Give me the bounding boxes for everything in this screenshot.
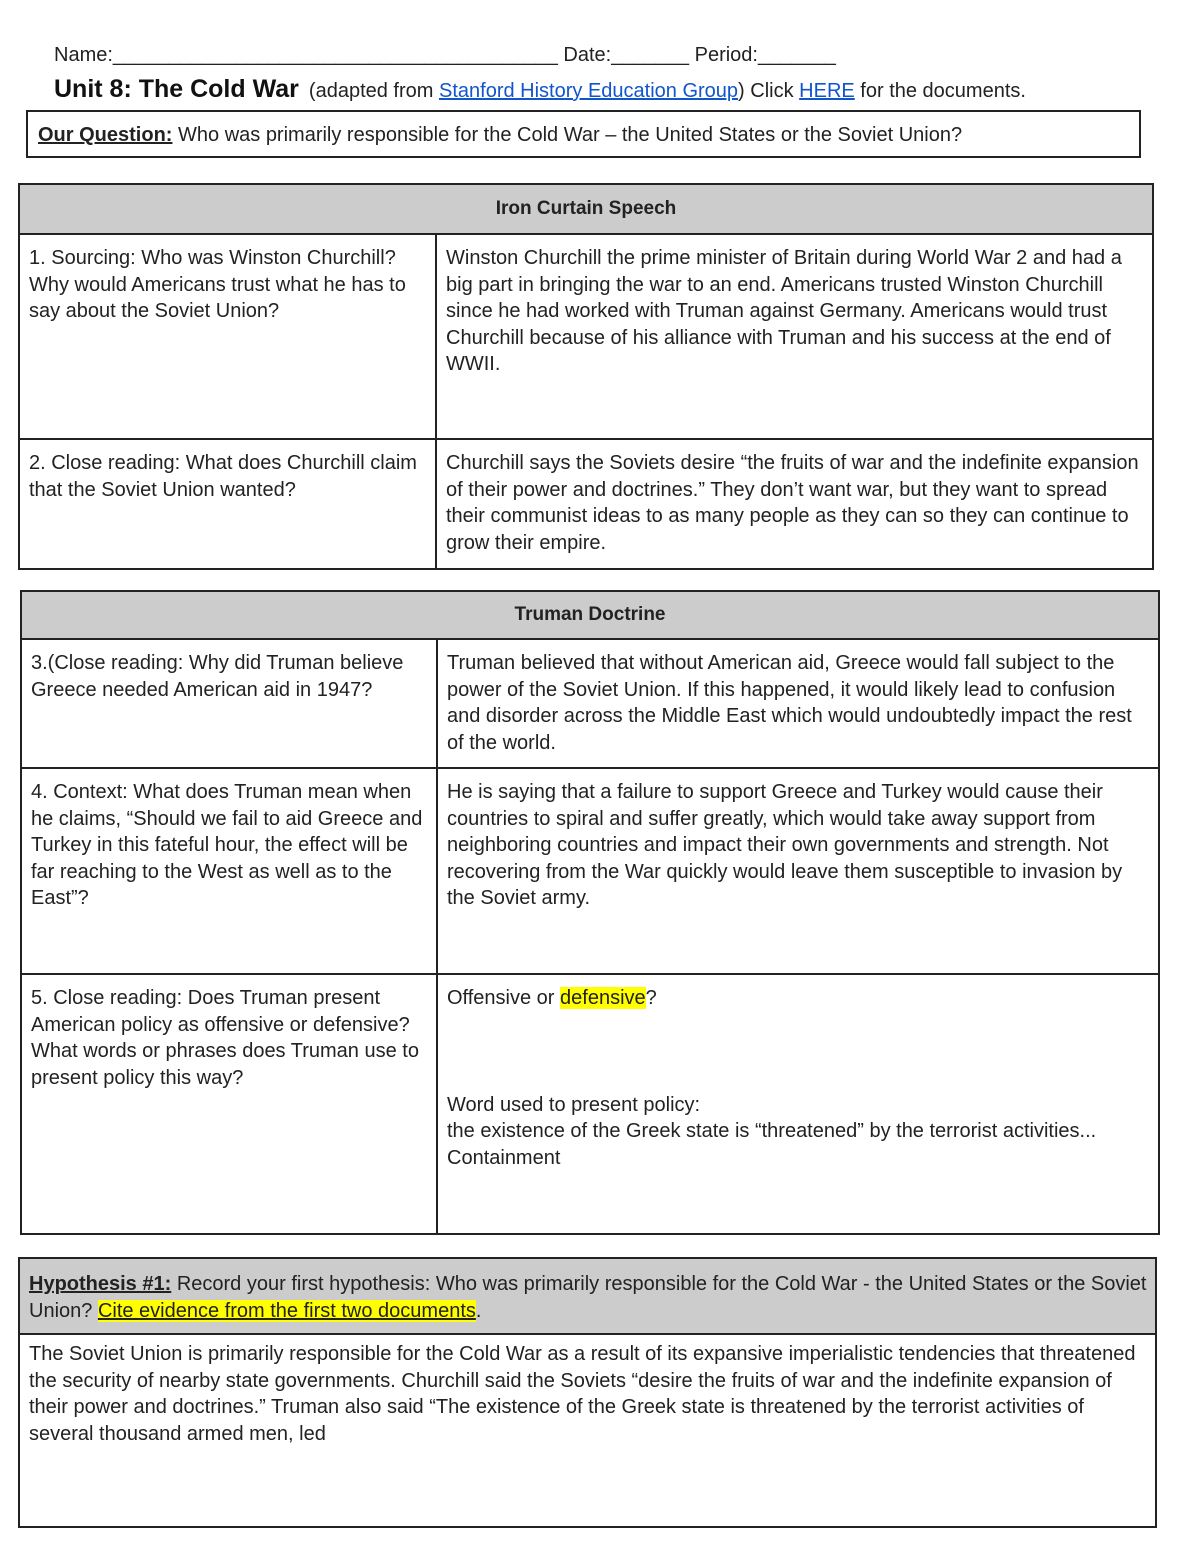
- title-line: [54, 75, 1026, 104]
- answer-3[interactable]: Truman believed that without American aid, Greece would fall subject to the power of the Soviet Union. If this happened, it would likely lead to confusion and disorder across the Middle East which would undoubtedly impact the rest of the world.: [437, 639, 1159, 768]
- answer-suffix: ?: [645, 987, 657, 1009]
- words-quote: the existence of the Greek state is “threatened” by the terrorist activities...: [447, 1120, 1097, 1143]
- words-label: Word used to present policy:: [447, 1093, 701, 1116]
- question-text: Who was primarily responsible for the Cold War – the United States or the Soviet Union?: [172, 124, 963, 146]
- answer-1[interactable]: Winston Churchill the prime minister of Britain during World War 2 and had a big part in bringing the war to an end. Americans trusted Winston Churchill since he had worked with Truman against Germany. Americans would trust Churchill because of his alliance with Truman and his success at the end of WWII.: [436, 234, 1153, 439]
- hypothesis-label: Hypothesis #1:: [29, 1273, 172, 1295]
- source-link[interactable]: Stanford History Education Group: [439, 80, 739, 102]
- hypothesis-period: .: [475, 1299, 482, 1322]
- prompt-1: 1. Sourcing: Who was Winston Churchill? Why would Americans trust what he has to say about the Soviet Union?: [19, 234, 436, 439]
- answer-2[interactable]: Churchill says the Soviets desire “the fruits of war and the indefinite expansion of their power and doctrines.” They don’t want war, but they want to spread their communist ideas to as many people as they can so they can continue to grow their empire.: [436, 439, 1153, 569]
- table-row: [21, 639, 1159, 768]
- prompt-5: 5. Close reading: Does Truman present American policy as offensive or defensive? What words or phrases does Truman use to present policy this way?: [21, 974, 437, 1234]
- click-text: ) Click: [738, 80, 800, 102]
- hypothesis-table: [18, 1257, 1157, 1528]
- answer-prefix: Offensive or: [447, 987, 561, 1009]
- answer-5[interactable]: [437, 974, 1159, 1234]
- prompt-2: 2. Close reading: What does Churchill claim that the Soviet Union wanted?: [19, 439, 436, 569]
- title-suffix: for the documents.: [854, 80, 1026, 102]
- offensive-defensive-answer: [447, 985, 1150, 1012]
- name-date-period-line: Name:________________________________________ Date:_______ Period:_______: [54, 44, 836, 66]
- documents-link[interactable]: HERE: [799, 80, 855, 102]
- table-row: [19, 439, 1153, 569]
- table-row: [21, 768, 1159, 974]
- unit-title: Unit 8: The Cold War: [54, 75, 299, 103]
- iron-curtain-table: [18, 183, 1154, 570]
- table-row: [19, 234, 1153, 439]
- table-row: [21, 974, 1159, 1234]
- highlighted-answer: defensive: [560, 987, 646, 1009]
- truman-doctrine-table: [20, 590, 1160, 1235]
- question-label: Our Question:: [38, 124, 173, 146]
- adapted-prefix: (adapted from: [308, 80, 439, 102]
- question-box: [26, 110, 1141, 158]
- answer-4[interactable]: He is saying that a failure to support Greece and Turkey would cause their countries to spiral and suffer greatly, which would take away support from neighboring countries and impact their own governments and strength. Not recovering from the War quickly would leave them susceptible to invasion by the Soviet army.: [437, 768, 1159, 974]
- prompt-4: 4. Context: What does Truman mean when he claims, “Should we fail to aid Greece and Turkey in this fateful hour, the effect will be far reaching to the West as well as to the East”?: [21, 768, 437, 974]
- truman-doctrine-title: Truman Doctrine: [21, 591, 1159, 639]
- prompt-3: 3.(Close reading: Why did Truman believe Greece needed American aid in 1947?: [21, 639, 437, 768]
- hypothesis-prompt-cell: [19, 1258, 1156, 1334]
- iron-curtain-title: Iron Curtain Speech: [19, 184, 1153, 234]
- hypothesis-answer[interactable]: The Soviet Union is primarily responsible for the Cold War as a result of its expansive imperialistic tendencies that threatened the security of nearby state governments. Churchill said the Soviets “desire the fruits of war and the indefinite expansion of their power and doctrines.” Truman also said “The existence of the Greek state is threatened by the terrorist activities of several thousand armed men, led: [19, 1334, 1156, 1527]
- hypothesis-highlight: Cite evidence from the first two documents: [97, 1299, 476, 1322]
- words-term: Containment: [447, 1146, 561, 1169]
- hypothesis-prompt: Record your first hypothesis: Who was primarily responsible for the Cold War - the United States or the Soviet Union?: [29, 1273, 1147, 1322]
